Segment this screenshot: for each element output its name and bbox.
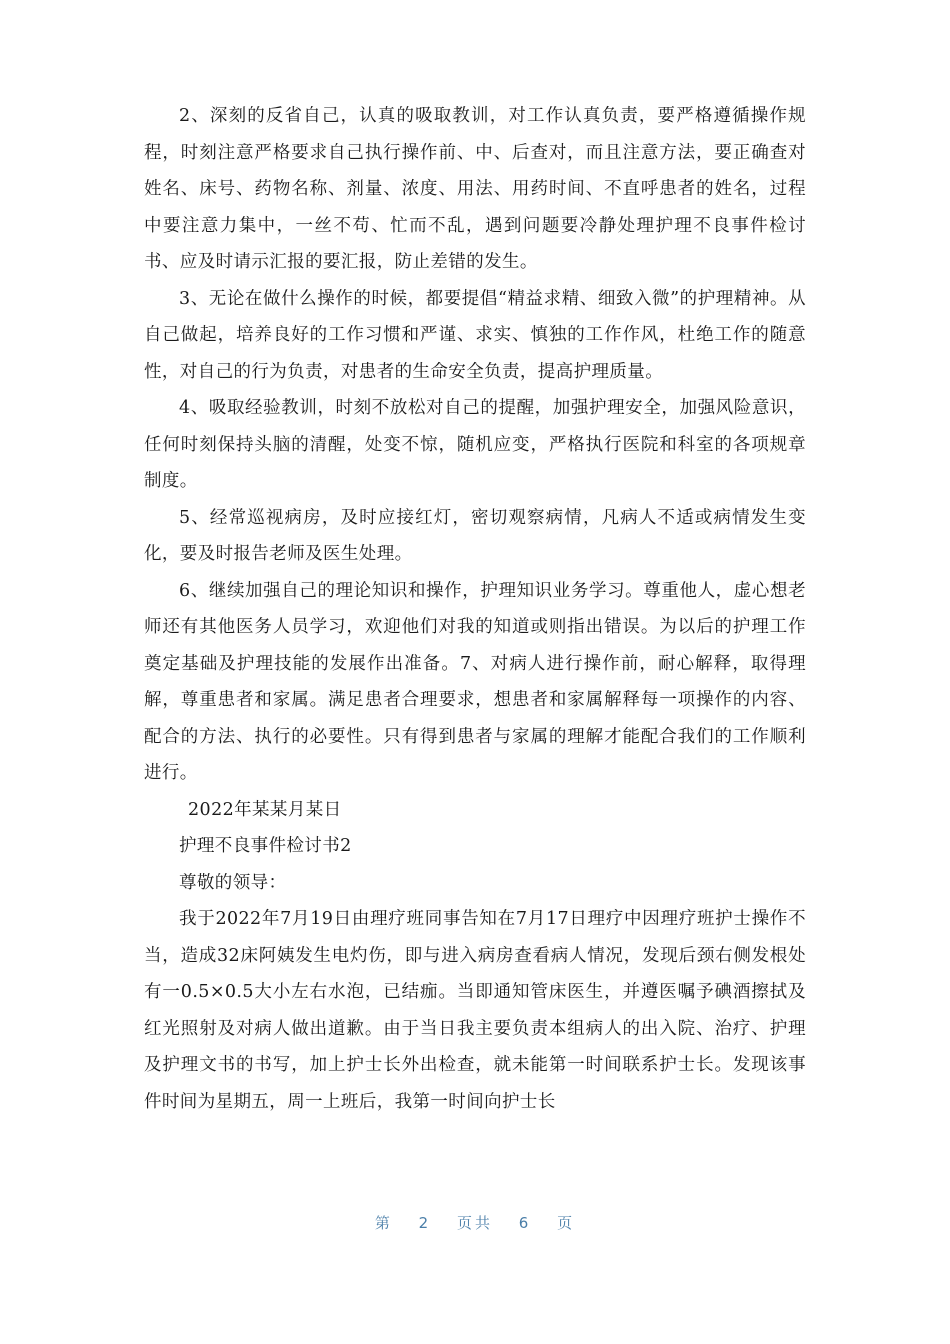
footer-label-ye-gong: 页共 — [456, 1214, 493, 1232]
footer-total-pages: 6 — [518, 1214, 532, 1232]
salutation: 尊敬的领导： — [179, 872, 287, 893]
footer-label-ye: 页 — [557, 1214, 576, 1232]
paragraph-item-3: 3、无论在做什么操作的时候，都要提倡“精益求精、细致入微”的护理精神。从自己做起，培养良好的工作习惯和严谨、求实、慎独的工作作风，杜绝工作的随意性，对自己的行为负责，对患者的生命安全负责，提高护理质量。 — [144, 288, 806, 382]
document-body — [144, 98, 806, 1120]
paragraph-item-6-7: 6、继续加强自己的理论知识和操作，护理知识业务学习。尊重他人，虚心想老师还有其他医务人员学习，欢迎他们对我的知道或则指出错误。为以后的护理工作奠定基础及护理技能的发展作出准备。7、对病人进行操作前，耐心解释，取得理解，尊重患者和家属。满足患者合理要求，想患者和家属解释每一项操作的内容、配合的方法、执行的必要性。只有得到患者与家属的理解才能配合我们的工作顺利进行。 — [144, 580, 806, 783]
letter-body-paragraph: 我于2022年7月19日由理疗班同事告知在7月17日理疗中因理疗班护士操作不当，造成32床阿姨发生电灼伤，即与进入病房查看病人情况，发现后颈右侧发根处有一0.5×0.5大小左右水泡，已结痂。当即通知管床医生，并遵医嘱予碘酒擦拭及红光照射及对病人做出道歉。由于当日我主要负责本组病人的出入院、治疗、护理及护理文书的书写，加上护士长外出检查，就未能第一时间联系护士长。发现该事件时间为星期五，周一上班后，我第一时间向护士长 — [144, 909, 806, 1112]
footer-label-di: 第 — [374, 1214, 393, 1232]
paragraph-item-2: 2、深刻的反省自己，认真的吸取教训，对工作认真负责，要严格遵循操作规程，时刻注意严格要求自己执行操作前、中、后查对，而且注意方法，要正确查对姓名、床号、药物名称、剂量、浓度、用法、用药时间、不直呼患者的姓名，过程中要注意力集中，一丝不苟、忙而不乱，遇到问题要冷静处理护理不良事件检讨书、应及时请示汇报的要汇报，防止差错的发生。 — [144, 106, 806, 272]
paragraph-item-4: 4、吸取经验教训，时刻不放松对自己的提醒，加强护理安全，加强风险意识，任何时刻保持头脑的清醒，处变不惊，随机应变，严格执行医院和科室的各项规章制度。 — [144, 398, 806, 491]
page-footer — [0, 1212, 950, 1233]
paragraph-item-5: 5、经常巡视病房，及时应接红灯，密切观察病情，凡病人不适或病情发生变化，要及时报告老师及医生处理。 — [144, 507, 806, 564]
date-line: 2022年某某月某日 — [188, 799, 342, 820]
section-title: 护理不良事件检讨书2 — [179, 836, 352, 856]
footer-current-page: 2 — [418, 1214, 432, 1232]
